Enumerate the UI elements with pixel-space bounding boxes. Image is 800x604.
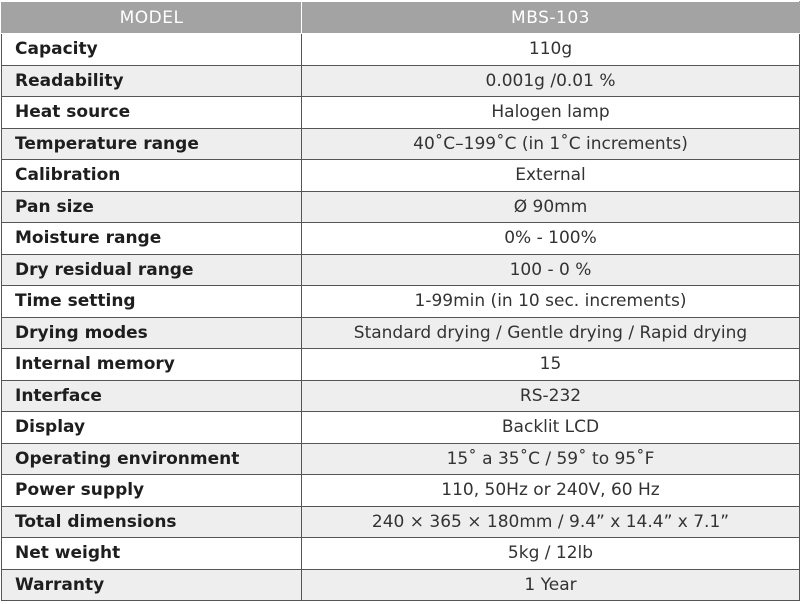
row-label: Display [2,412,302,444]
row-label: Net weight [2,538,302,570]
table-row [2,538,800,570]
header-model-label: MODEL [2,2,302,34]
table-row [2,128,800,160]
row-label: Readability [2,65,302,97]
table-row [2,65,800,97]
row-value: Standard drying / Gentle drying / Rapid drying [302,317,800,349]
table-row [2,506,800,538]
row-value: 1-99min (in 10 sec. increments) [302,286,800,318]
row-label: Temperature range [2,128,302,160]
table-row [2,349,800,381]
row-value: 110g [302,34,800,66]
row-value: RS-232 [302,380,800,412]
row-label: Warranty [2,569,302,601]
table-row [2,380,800,412]
table-row [2,412,800,444]
row-label: Drying modes [2,317,302,349]
row-value: External [302,160,800,192]
row-value: 110, 50Hz or 240V, 60 Hz [302,475,800,507]
row-label: Time setting [2,286,302,318]
row-value: 15 [302,349,800,381]
table-row [2,191,800,223]
table-row [2,254,800,286]
table-row [2,160,800,192]
row-label: Dry residual range [2,254,302,286]
row-label: Power supply [2,475,302,507]
row-value: 5kg / 12lb [302,538,800,570]
table-row [2,569,800,601]
row-value: 40˚C–199˚C (in 1˚C increments) [302,128,800,160]
row-value: Halogen lamp [302,97,800,129]
table-row [2,97,800,129]
row-value: Ø 90mm [302,191,800,223]
row-value: 1 Year [302,569,800,601]
table-row [2,475,800,507]
spec-table [1,1,800,601]
row-label: Capacity [2,34,302,66]
table-row [2,223,800,255]
row-label: Heat source [2,97,302,129]
row-value: Backlit LCD [302,412,800,444]
table-row [2,443,800,475]
table-row [2,317,800,349]
table-row [2,286,800,318]
row-value: 15˚ a 35˚C / 59˚ to 95˚F [302,443,800,475]
row-label: Total dimensions [2,506,302,538]
header-model-value: MBS-103 [302,2,800,34]
row-value: 100 - 0 % [302,254,800,286]
row-value: 0% - 100% [302,223,800,255]
row-label: Moisture range [2,223,302,255]
row-label: Interface [2,380,302,412]
row-value: 240 × 365 × 180mm / 9.4” x 14.4” x 7.1” [302,506,800,538]
table-header-row [2,2,800,34]
row-label: Calibration [2,160,302,192]
row-label: Internal memory [2,349,302,381]
row-label: Operating environment [2,443,302,475]
row-value: 0.001g /0.01 % [302,65,800,97]
row-label: Pan size [2,191,302,223]
table-row [2,34,800,66]
